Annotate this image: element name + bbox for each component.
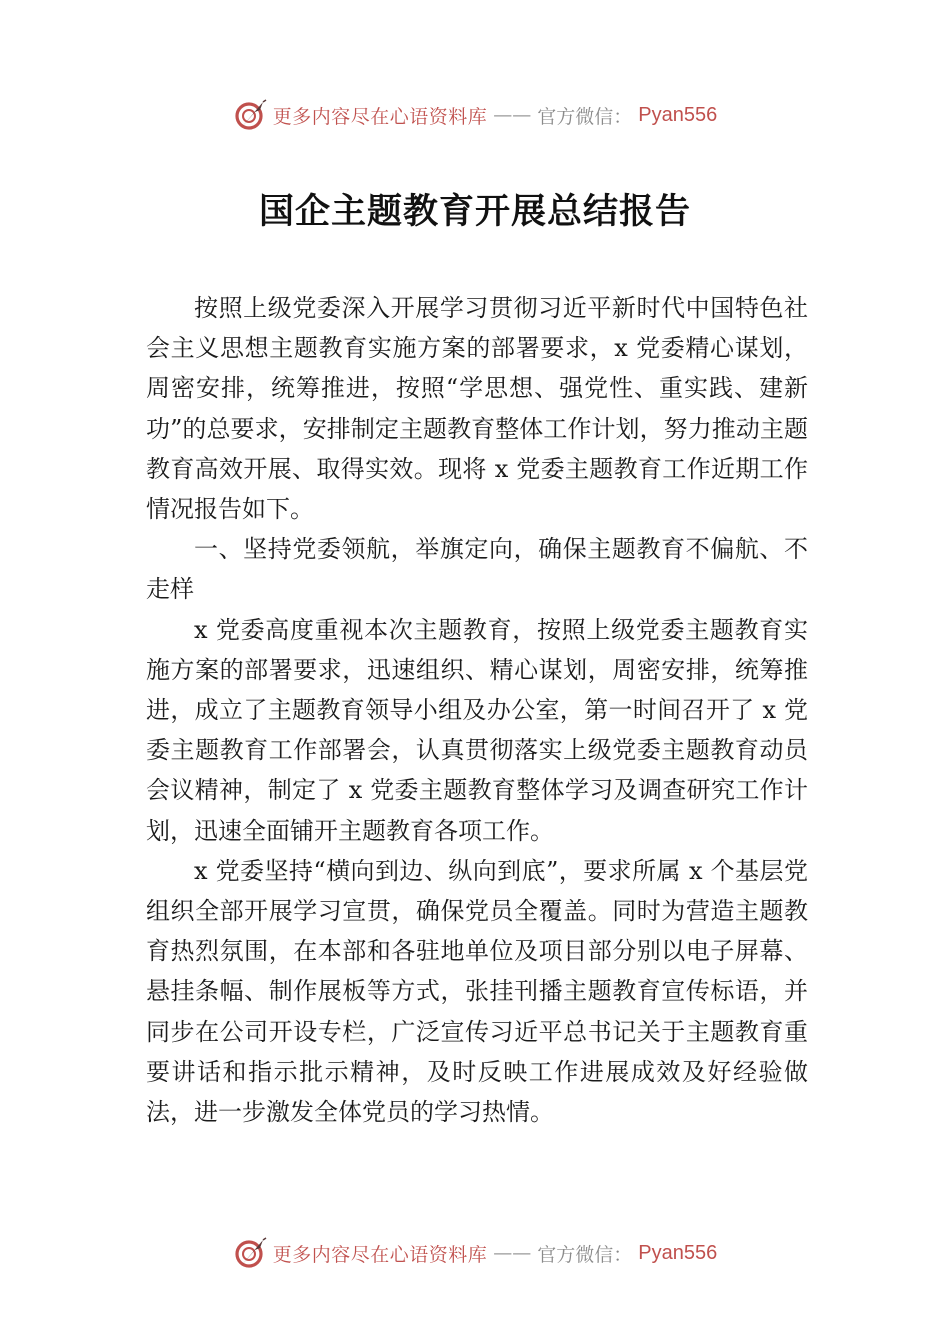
section-heading-1: 一、坚持党委领航，举旗定向，确保主题教育不偏航、不走样 xyxy=(146,535,808,604)
watermark-brand-text: 更多内容尽在心语资料库 xyxy=(272,105,488,128)
watermark-brand-text: 更多内容尽在心语资料库 xyxy=(272,1243,488,1266)
paragraph-leadership: x 党委高度重视本次主题教育，按照上级党委主题教育实施方案的部署要求，迅速组织、精心谋划，周密安排，统筹推进，成立了主题教育领导小组及办公室，第一时间召开了 x 党委主题教育工作部署会，认真贯彻落实上级党委主题教育动员会议精神，制定了 x 党委主题教育整体学习及调查研究工作计划，迅速全面铺开主题教育各项工作。 xyxy=(146,615,808,845)
paragraph-coverage: x 党委坚持“横向到边、纵向到底”，要求所属 x 个基层党组织全部开展学习宣贯，确保党员全覆盖。同时为营造主题教育热烈氛围，在本部和各驻地单位及项目部分别以电子屏幕、悬挂条幅、制作展板等方式，张挂刊播主题教育宣传标语，并同步在公司开设专栏，广泛宣传习近平总书记关于主题教育重要讲话和指示批示精神，及时反映工作进展成效及好经验做法，进一步激发全体党员的学习热情。 xyxy=(146,856,808,1127)
header-watermark xyxy=(0,95,950,135)
quill-logo-icon xyxy=(233,98,267,132)
document-title: 国企主题教育开展总结报告 xyxy=(258,191,691,232)
watermark-wechat-label: 官方微信： xyxy=(537,1243,633,1266)
quill-logo-icon xyxy=(233,1236,267,1270)
watermark-wechat-label: 官方微信： xyxy=(537,105,633,128)
document-body xyxy=(146,288,808,1132)
watermark-wechat-id: Pyan556 xyxy=(638,103,718,126)
watermark-separator: —— xyxy=(493,104,532,126)
footer-watermark xyxy=(0,1233,950,1273)
watermark-wechat-id: Pyan556 xyxy=(638,1241,718,1264)
paragraph-intro: 按照上级党委深入开展学习贯彻习近平新时代中国特色社会主义思想主题教育实施方案的部署要求，x 党委精心谋划，周密安排，统筹推进，按照“学思想、强党性、重实践、建新功”的总要求，安排制定主题教育整体工作计划，努力推动主题教育高效开展、取得实效。现将 x 党委主题教育工作近期工作情况报告如下。 xyxy=(146,294,808,524)
watermark-separator: —— xyxy=(493,1242,532,1264)
